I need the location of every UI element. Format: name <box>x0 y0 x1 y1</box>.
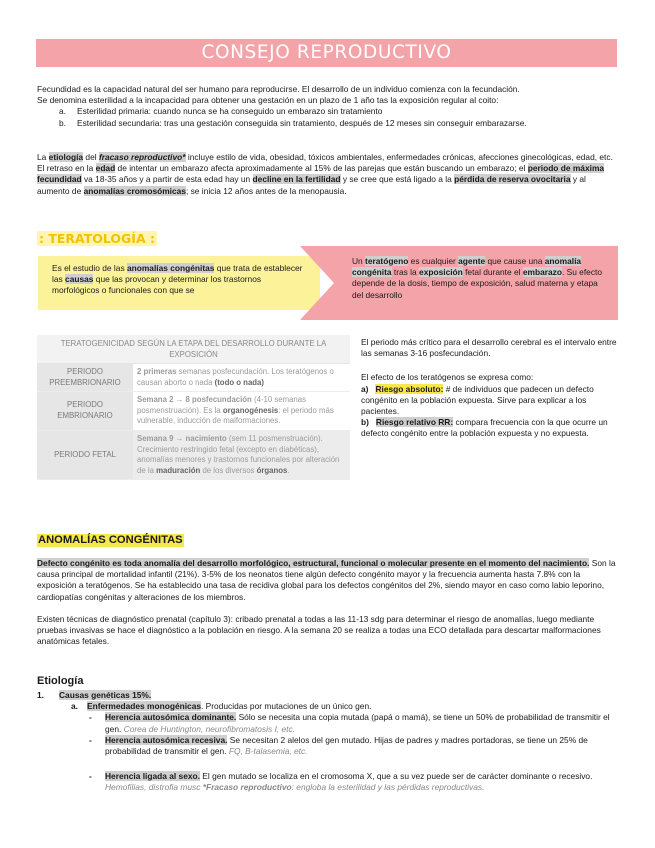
intro-item-a <box>37 106 619 117</box>
list-item-recessive: - Herencia autosómica recesiva. Se necesitan 2 alelos del gen mutado. Hijas de padres y madres portadoras, se tiene un 25% de probabilidad de transmitir el gen. FQ, B-talasemia, etc. <box>89 734 588 757</box>
row-content: 2 primeras semanas posfecundación. Los teratógenos o causan aborto o nada (todo o nada) <box>133 364 350 392</box>
teratogenicity-table <box>37 335 350 480</box>
item-marker: a. <box>59 106 66 117</box>
title-banner <box>36 39 617 67</box>
row-label: PERIODO EMBRIONARIO <box>37 392 133 431</box>
relative-risk: b) Riesgo relativo RR: compara frecuencia con la que ocurre un defecto congénito entre la población expuesta y no expuesta. <box>361 417 608 439</box>
side-notes <box>361 337 619 440</box>
effect-intro: El efecto de los teratógenos se expresa como: <box>361 372 534 383</box>
etiology-heading: Etiología <box>37 675 84 687</box>
row-content: Semana 2 → 8 posfecundación (4-10 semanas posmenstruación). Es la organogénesis: el periodo más vulnerable, inducción de malformaciones. <box>133 392 350 431</box>
teratology-definition-box <box>38 256 320 310</box>
etiology-list <box>37 690 619 794</box>
teratology-definition: Es el estudio de las anomalías congénitas que trata de establecer las causas que las provocan y determinar los trastornos morfológicos o funcionales con que se <box>52 263 303 296</box>
intro-line-1: Fecundidad es la capacidad natural del ser humano para reproducirse. El desarrollo de un individuo comienza con la fecundación. <box>37 84 520 94</box>
table-row <box>37 364 350 392</box>
intro-line-2: Se denomina esterilidad a la incapacidad para obtener una gestación en un plazo de 1 año tas la exposición regular al coito: <box>37 95 499 106</box>
item-text: Esterilidad primaria: cuando nunca se ha conseguido un embarazo sin tratamiento <box>77 106 383 117</box>
list-item-1a: a. Enfermedades monogénicas. Producidas por mutaciones de un único gen. <box>71 701 372 712</box>
list-item-dominant: - Herencia autosómica dominante. Sólo se necesita una copia mutada (papá o mamá), se tiene un 50% de probabilidad de transmitir el gen. Corea de Huntington, neurofibromatosis I, etc. <box>89 712 610 734</box>
row-content: Semana 9 → nacimiento (sem 11 posmenstruación). Crecimiento restringido fetal (excepto en diabéticas), anomalías menores y trastornos funcionales por alteración de la maduración de los diversos órganos. <box>133 430 350 479</box>
page-title: CONSEJO REPRODUCTIVO <box>201 42 452 63</box>
teratogen-definition: Un teratógeno es cualquier agente que cause una anomalía congénita tras la exposición fetal durante el embarazo. Su efecto depende de la dosis, tiempo de exposición, salud materna y etapa del desarrollo <box>352 256 602 300</box>
row-label: PERIODO FETAL <box>37 430 133 479</box>
list-item-sex-linked: - Herencia ligada al sexo. El gen mutado se localiza en el cromosoma X, que a su vez puede ser de carácter dominante o recesivo. Hemofilias, distrofia musc *Fracaso reproductivo: engloba la esterilidad y las pérdidas reproductivas. <box>89 771 593 793</box>
critical-period-note: El periodo más crítico para el desarrollo cerebral es el intervalo entre las semanas 3-16 posfecundación. <box>361 337 617 359</box>
anomalies-section <box>37 558 619 647</box>
anomalies-heading: ANOMALÍAS CONGÉNITAS <box>38 534 183 546</box>
row-label: PERIODO PREEMBRIONARIO <box>37 364 133 392</box>
item-text: Esterilidad secundaria: tras una gestación conseguida sin tratamiento, después de 12 meses sin conseguir embarazarse. <box>77 117 527 128</box>
item-marker: b. <box>59 117 66 128</box>
etiology-p1: La etiología del fracaso reproductivo* incluye estilo de vida, obesidad, tóxicos ambientales, enfermedades crónicas, afecciones ginecológicas, edad, etc. <box>37 152 613 162</box>
table-header: TERATOGENICIDAD SEGÚN LA ETAPA DEL DESARROLLO DURANTE LA EXPOSICIÓN <box>37 335 350 364</box>
teratology-heading: : TERATOLOGÍA : <box>39 231 155 246</box>
intro-section <box>37 84 619 129</box>
etiology-section <box>37 152 619 197</box>
absolute-risk: a) Riesgo absoluto: # de individuos que padecen un defecto congénito en la población expuesta. Sirve para explicar a los pacientes. <box>361 383 594 417</box>
table-row <box>37 392 350 431</box>
intro-item-b <box>37 118 619 129</box>
list-item-1: 1. Causas genéticas 15%. <box>37 690 152 700</box>
anomalies-definition: Defecto congénito es toda anomalía del desarrollo morfológico, estructural, funcional o molecular presente en el momento del nacimiento. Son la causa principal de mortalidad infantil (21%). 3-5% de los neonatos tiene algún defecto congénito mayor y la frecuencia aumenta hasta 7.8% con la exposición a teratógenos. Se ha establecido una tasa de recidiva global para los defectos congénitos del 2%, siendo mayor en caso como labio leporino, cardiopatías congénitas y alteraciones de los miembros. <box>37 558 616 602</box>
etiology-p2: El retraso en la edad de intentar un embarazo afecta aproximadamente al 15% de las parejas que están buscando un embarazo; el periodo de máxima fecundidad va 18-35 años y a partir de esta edad hay un decline en la fertilidad y se cree que está ligado a la pérdida de reserva ovocitaria y al aumento de anomalías cromosómicas; se inicia 12 años antes de la menopausia. <box>37 163 605 196</box>
anomalies-diagnosis: Existen técnicas de diagnóstico prenatal (capítulo 3): cribado prenatal a todas a las 11-13 sdg para determinar el riesgo de anomalías, luego mediante pruebas invasivas se hace el diagnóstico a la población en riesgo. A la semana 20 se realiza a todas una ECO detallada para descartar malformaciones anatómicas fetales. <box>37 613 601 647</box>
table-row <box>37 430 350 479</box>
